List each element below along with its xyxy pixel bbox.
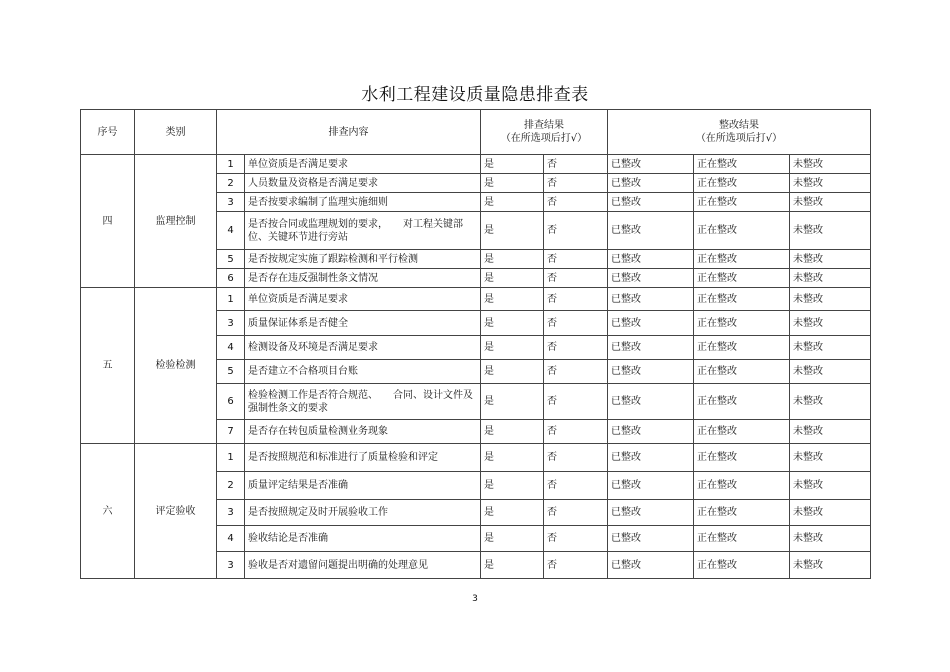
table-row	[81, 155, 871, 174]
option-no: 否	[544, 384, 608, 420]
option-fixed: 已整改	[608, 444, 694, 472]
option-unfixed: 未整改	[790, 336, 871, 360]
option-yes: 是	[481, 155, 544, 174]
table-row	[81, 288, 871, 311]
item-text: 是否按照规定及时开展验收工作	[245, 500, 481, 526]
option-unfixed: 未整改	[790, 155, 871, 174]
option-unfixed: 未整改	[790, 526, 871, 552]
page-number: 3	[472, 594, 478, 604]
option-fixing: 正在整改	[694, 384, 790, 420]
option-no: 否	[544, 552, 608, 579]
option-fixed: 已整改	[608, 472, 694, 500]
option-yes: 是	[481, 311, 544, 336]
item-number: 2	[217, 472, 245, 500]
option-fixing: 正在整改	[694, 250, 790, 269]
option-unfixed: 未整改	[790, 384, 871, 420]
group-seq: 六	[81, 444, 135, 579]
option-fixed: 已整改	[608, 174, 694, 193]
option-no: 否	[544, 212, 608, 250]
option-fixing: 正在整改	[694, 193, 790, 212]
option-yes: 是	[481, 552, 544, 579]
check-result-note: （在所选项后打√）	[500, 133, 588, 144]
group-category: 检验检测	[135, 288, 217, 444]
option-fixing: 正在整改	[694, 269, 790, 288]
option-no: 否	[544, 444, 608, 472]
item-text: 质量评定结果是否准确	[245, 472, 481, 500]
option-no: 否	[544, 472, 608, 500]
item-text: 是否按要求编制了监理实施细则	[245, 193, 481, 212]
option-fixing: 正在整改	[694, 500, 790, 526]
option-no: 否	[544, 288, 608, 311]
option-fixing: 正在整改	[694, 552, 790, 579]
option-yes: 是	[481, 174, 544, 193]
option-fixed: 已整改	[608, 311, 694, 336]
item-number: 1	[217, 288, 245, 311]
item-number: 3	[217, 311, 245, 336]
option-fixing: 正在整改	[694, 155, 790, 174]
item-text: 是否存在违反强制性条文情况	[245, 269, 481, 288]
item-text: 质量保证体系是否健全	[245, 311, 481, 336]
item-text: 是否存在转包质量检测业务现象	[245, 420, 481, 444]
option-yes: 是	[481, 526, 544, 552]
option-no: 否	[544, 420, 608, 444]
item-number: 5	[217, 360, 245, 384]
group-category: 监理控制	[135, 155, 217, 288]
option-no: 否	[544, 526, 608, 552]
option-fixing: 正在整改	[694, 444, 790, 472]
option-unfixed: 未整改	[790, 269, 871, 288]
option-fixed: 已整改	[608, 193, 694, 212]
option-yes: 是	[481, 212, 544, 250]
item-number: 4	[217, 336, 245, 360]
option-unfixed: 未整改	[790, 250, 871, 269]
item-text: 单位资质是否满足要求	[245, 288, 481, 311]
header-fix-result	[608, 110, 871, 155]
option-fixing: 正在整改	[694, 360, 790, 384]
option-yes: 是	[481, 472, 544, 500]
option-fixed: 已整改	[608, 155, 694, 174]
option-fixed: 已整改	[608, 250, 694, 269]
option-unfixed: 未整改	[790, 500, 871, 526]
option-fixing: 正在整改	[694, 472, 790, 500]
option-no: 否	[544, 269, 608, 288]
item-text: 是否按照规范和标准进行了质量检验和评定	[245, 444, 481, 472]
item-text: 检测设备及环境是否满足要求	[245, 336, 481, 360]
group-category: 评定验收	[135, 444, 217, 579]
option-fixing: 正在整改	[694, 526, 790, 552]
option-yes: 是	[481, 193, 544, 212]
table-body	[81, 155, 871, 579]
item-number: 1	[217, 155, 245, 174]
option-fixing: 正在整改	[694, 212, 790, 250]
option-unfixed: 未整改	[790, 552, 871, 579]
item-number: 7	[217, 420, 245, 444]
option-no: 否	[544, 174, 608, 193]
option-fixing: 正在整改	[694, 336, 790, 360]
option-yes: 是	[481, 384, 544, 420]
header-content: 排查内容	[217, 110, 481, 155]
option-fixed: 已整改	[608, 500, 694, 526]
table-row	[81, 444, 871, 472]
group-seq: 四	[81, 155, 135, 288]
item-number: 6	[217, 384, 245, 420]
item-number: 3	[217, 193, 245, 212]
item-text: 验收是否对遗留问题提出明确的处理意见	[245, 552, 481, 579]
table-header-row	[81, 110, 871, 155]
option-unfixed: 未整改	[790, 360, 871, 384]
option-yes: 是	[481, 500, 544, 526]
option-fixed: 已整改	[608, 552, 694, 579]
option-fixing: 正在整改	[694, 174, 790, 193]
header-category: 类别	[135, 110, 217, 155]
option-no: 否	[544, 360, 608, 384]
option-yes: 是	[481, 336, 544, 360]
option-fixed: 已整改	[608, 384, 694, 420]
item-text: 人员数量及资格是否满足要求	[245, 174, 481, 193]
option-yes: 是	[481, 250, 544, 269]
item-number: 2	[217, 174, 245, 193]
option-unfixed: 未整改	[790, 212, 871, 250]
option-no: 否	[544, 500, 608, 526]
option-fixed: 已整改	[608, 336, 694, 360]
item-number: 6	[217, 269, 245, 288]
option-yes: 是	[481, 420, 544, 444]
option-fixing: 正在整改	[694, 288, 790, 311]
option-unfixed: 未整改	[790, 311, 871, 336]
header-check-result	[481, 110, 608, 155]
option-fixed: 已整改	[608, 360, 694, 384]
group-seq: 五	[81, 288, 135, 444]
item-number: 5	[217, 250, 245, 269]
option-no: 否	[544, 193, 608, 212]
fix-result-note: （在所选项后打√）	[695, 133, 783, 144]
fix-result-label: 整改结果	[719, 120, 759, 131]
option-fixed: 已整改	[608, 526, 694, 552]
option-no: 否	[544, 250, 608, 269]
item-text: 单位资质是否满足要求	[245, 155, 481, 174]
option-unfixed: 未整改	[790, 193, 871, 212]
option-no: 否	[544, 311, 608, 336]
item-number: 3	[217, 552, 245, 579]
item-number: 4	[217, 212, 245, 250]
option-unfixed: 未整改	[790, 472, 871, 500]
option-yes: 是	[481, 288, 544, 311]
option-yes: 是	[481, 269, 544, 288]
option-unfixed: 未整改	[790, 288, 871, 311]
option-fixed: 已整改	[608, 212, 694, 250]
page-title: 水利工程建设质量隐患排查表	[361, 85, 589, 105]
option-fixed: 已整改	[608, 288, 694, 311]
option-fixed: 已整改	[608, 269, 694, 288]
item-number: 1	[217, 444, 245, 472]
header-seq: 序号	[81, 110, 135, 155]
option-fixing: 正在整改	[694, 420, 790, 444]
check-result-label: 排查结果	[524, 120, 564, 131]
option-fixed: 已整改	[608, 420, 694, 444]
option-yes: 是	[481, 360, 544, 384]
option-no: 否	[544, 155, 608, 174]
option-fixing: 正在整改	[694, 311, 790, 336]
option-unfixed: 未整改	[790, 420, 871, 444]
item-number: 4	[217, 526, 245, 552]
item-text: 是否建立不合格项目台账	[245, 360, 481, 384]
option-unfixed: 未整改	[790, 174, 871, 193]
item-text: 检验检测工作是否符合规范、 合同、设计文件及强制性条文的要求	[245, 384, 481, 420]
item-text: 验收结论是否准确	[245, 526, 481, 552]
item-number: 3	[217, 500, 245, 526]
option-unfixed: 未整改	[790, 444, 871, 472]
item-text: 是否按规定实施了跟踪检测和平行检测	[245, 250, 481, 269]
option-no: 否	[544, 336, 608, 360]
item-text: 是否按合同或监理规划的要求， 对工程关键部位、关键环节进行旁站	[245, 212, 481, 250]
option-yes: 是	[481, 444, 544, 472]
inspection-table	[80, 109, 871, 579]
